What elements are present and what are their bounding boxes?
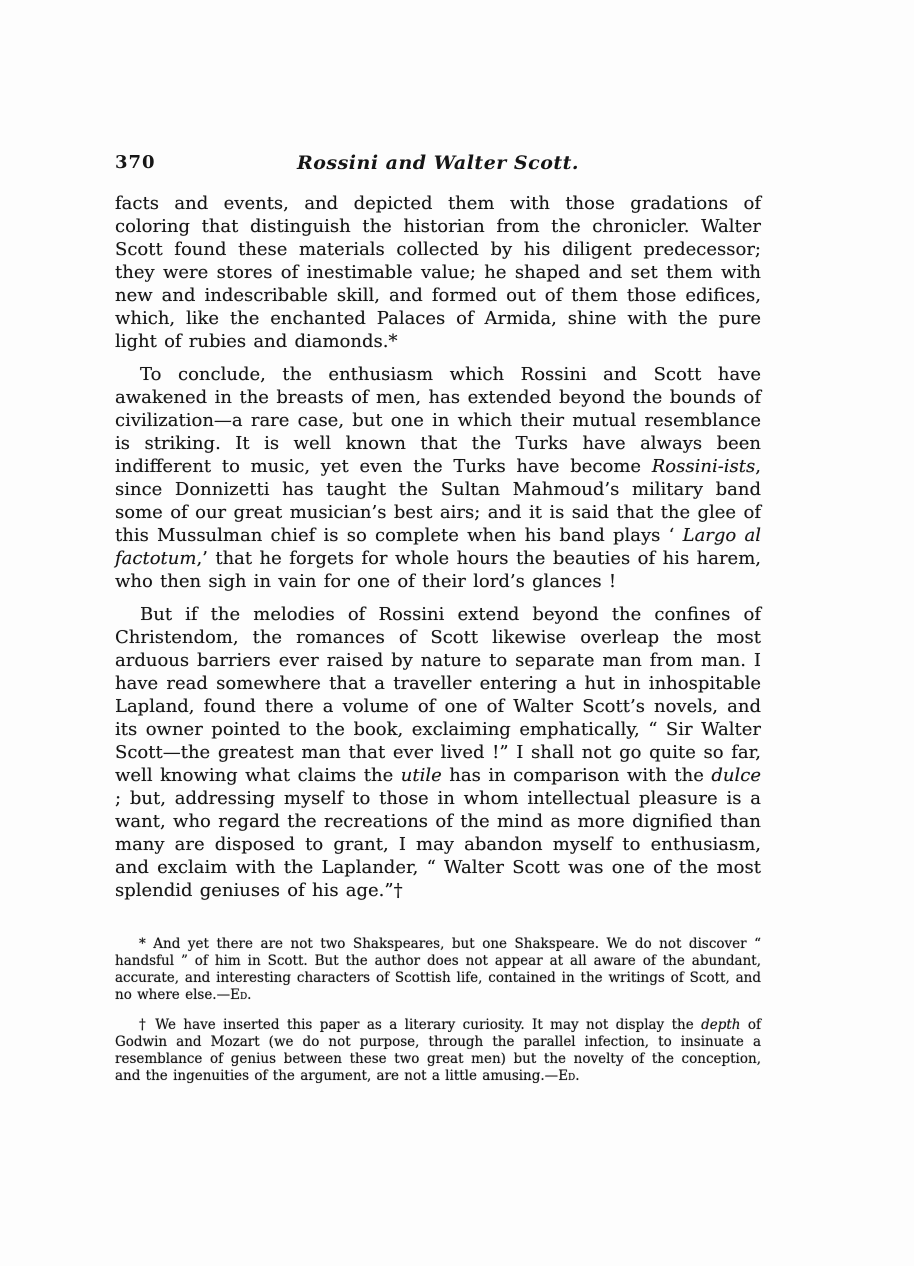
text-segment: depth xyxy=(701,1017,741,1033)
running-title: Rossini and Walter Scott. xyxy=(296,152,580,174)
footnote xyxy=(115,936,761,1004)
text-segment: , since Donnizetti has taught the Sultan Mahmoud’s military band some of our great musician’s best airs; and it is said that the glee of this Mussulman chief is so complete when his band plays ‘ xyxy=(115,456,761,546)
text-segment: Rossini-ists xyxy=(651,456,756,477)
page-number: 370 xyxy=(115,152,156,173)
text-segment: Largo al factotum xyxy=(115,525,761,569)
page-header xyxy=(115,152,761,180)
body-paragraph xyxy=(115,603,761,902)
text-segment: of Godwin and Mozart (we do not purpose, through the parallel infection, to insinuate a resemblance of genius between these two great men) but the novelty of the conception, and the ingenuities of the argument, are not a little amusing.— xyxy=(115,1017,761,1084)
footnotes xyxy=(115,936,761,1085)
text-segment: Ed. xyxy=(558,1068,580,1084)
footnote xyxy=(115,1017,761,1085)
body-text xyxy=(115,192,761,902)
text-segment: * And yet there are not two Shakspeares, but one Shakspeare. We do not discover “ handsful ” of him in Scott. But the author does not appear at all aware of the abundant, accurate, and interesting characters of Scottish life, contained in the writings of Scott, and no where else.— xyxy=(115,936,761,1003)
text-segment: ; but, addressing myself to those in whom intellectual pleasure is a want, who regard the recreations of the mind as more dignified than many are disposed to grant, I may abandon myself to enthusiasm, and exclaim with the Laplander, “ Walter Scott was one of the most splendid geniuses of his age.”† xyxy=(115,788,761,901)
text-segment: To conclude, the enthusiasm which Rossini and Scott have awakened in the breasts of men, has extended beyond the bounds of civilization—a rare case, but one in which their mutual resemblance is striking. It is well known that the Turks have always been indifferent to music, yet even the Turks have become xyxy=(115,364,761,477)
body-paragraph xyxy=(115,192,761,353)
text-segment: utile xyxy=(400,765,442,786)
text-segment: facts and events, and depicted them with those gradations of coloring that distinguish the historian from the chronicler. Walter Scott found these materials collected by his diligent predecessor; they were stores of inestimable value; he shaped and set them with new and indescribable skill, and formed out of them those edifices, which, like the enchanted Palaces of Armida, shine with the pure light of rubies and diamonds.* xyxy=(115,193,761,352)
text-block xyxy=(115,152,761,1098)
text-segment: But if the melodies of Rossini extend beyond the confines of Christendom, the romances of Scott likewise overleap the most arduous barriers ever raised by nature to separate man from man. I have read somewhere that a traveller entering a hut in inhospitable Lapland, found there a volume of one of Walter Scott’s novels, and its owner pointed to the book, exclaiming emphatically, “ Sir Walter Scott—the greatest man that ever lived !” I shall not go quite so far, well knowing what claims the xyxy=(115,604,761,786)
text-segment: dulce xyxy=(711,765,762,786)
text-segment: Ed. xyxy=(230,987,252,1003)
body-paragraph xyxy=(115,363,761,593)
text-segment: has in comparison with the xyxy=(441,765,712,786)
text-segment: ,’ that he forgets for whole hours the beauties of his harem, who then sigh in vain for one of their lord’s glances ! xyxy=(115,548,761,592)
text-segment: † We have inserted this paper as a literary curiosity. It may not display the xyxy=(139,1017,702,1033)
